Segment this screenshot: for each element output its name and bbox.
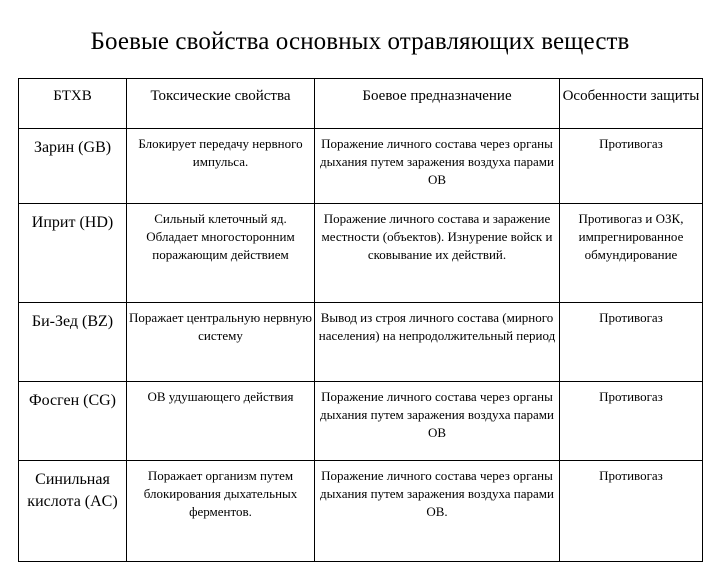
toxic-properties: Поражает центральную нервную систему: [127, 303, 315, 382]
agent-name: Синильная кислота (AC): [19, 461, 127, 562]
protection: Противогаз и ОЗК, импрегнированное обмундирование: [560, 204, 703, 303]
table-row: [19, 303, 703, 382]
agent-name: Иприт (HD): [19, 204, 127, 303]
table-row: [19, 204, 703, 303]
agent-name: Би-Зед (BZ): [19, 303, 127, 382]
combat-purpose: Поражение личного состава и заражение местности (объектов). Изнурение войск и сковывание их действий.: [315, 204, 560, 303]
agents-table-container: [18, 78, 702, 562]
agent-name: Зарин (GB): [19, 129, 127, 204]
header-combat-purpose: Боевое предназначение: [315, 79, 560, 129]
agent-name: Фосген (CG): [19, 382, 127, 461]
protection: Противогаз: [560, 382, 703, 461]
header-agent: БТХВ: [19, 79, 127, 129]
toxic-properties: ОВ удушающего действия: [127, 382, 315, 461]
slide-title: Боевые свойства основных отравляющих веществ: [90, 28, 630, 55]
header-protection: Особенности защиты: [560, 79, 703, 129]
protection: Противогаз: [560, 461, 703, 562]
combat-purpose: Поражение личного состава через органы дыхания путем заражения воздуха парами ОВ: [315, 129, 560, 204]
protection: Противогаз: [560, 303, 703, 382]
table-row: [19, 382, 703, 461]
table-row: [19, 129, 703, 204]
header-toxic-properties: Токсические свойства: [127, 79, 315, 129]
protection: Противогаз: [560, 129, 703, 204]
combat-purpose: Вывод из строя личного состава (мирного населения) на непродолжительный период: [315, 303, 560, 382]
table-row: [19, 461, 703, 562]
toxic-properties: Сильный клеточный яд. Обладает многосторонним поражающим действием: [127, 204, 315, 303]
combat-purpose: Поражение личного состава через органы дыхания путем заражения воздуха парами ОВ.: [315, 461, 560, 562]
combat-purpose: Поражение личного состава через органы дыхания путем заражения воздуха парами ОВ: [315, 382, 560, 461]
toxic-properties: Блокирует передачу нервного импульса.: [127, 129, 315, 204]
agents-table: [18, 78, 703, 562]
table-header-row: [19, 79, 703, 129]
toxic-properties: Поражает организм путем блокирования дыхательных ферментов.: [127, 461, 315, 562]
